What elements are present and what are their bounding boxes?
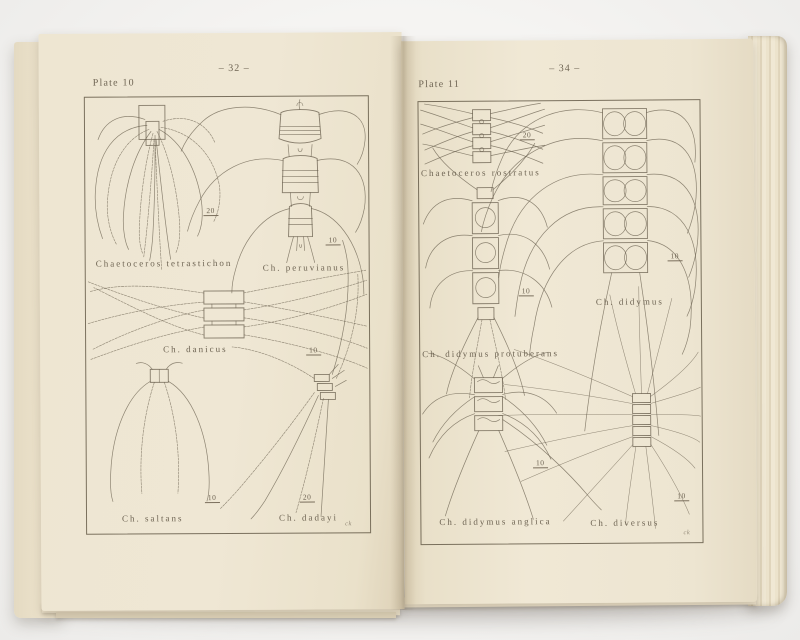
scale-bar-dadayi: 20 (300, 494, 315, 503)
artist-monogram-right: ck (683, 529, 691, 537)
illustration-ch-danicus (88, 270, 368, 369)
illustration-ch-didymus-anglica (422, 352, 601, 520)
plate-label-right: Plate 11 (418, 78, 461, 91)
right-page (401, 39, 757, 604)
figure-label-anglica: Ch. didymus anglica (439, 516, 552, 527)
scale-bar-protuberans: 10 (519, 287, 534, 296)
scale-bar-diversus: 10 (674, 492, 689, 501)
plate-frame-left (84, 95, 371, 534)
plate-11-illustrations (418, 100, 702, 544)
illustration-ch-diversus (498, 286, 702, 529)
figure-label-peruvianus: Ch. peruvianus (262, 262, 346, 273)
figure-label-rostratus: Chaetoceros rostratus (420, 167, 541, 179)
under-page-edge (56, 612, 396, 618)
artist-monogram-left: ck (345, 520, 352, 528)
plate-10-illustrations (85, 96, 370, 533)
scale-bar-didymus: 10 (668, 252, 683, 261)
figure-label-diversus: Ch. diversus (590, 517, 660, 528)
scale-bar-rostratus: 20 (520, 131, 535, 140)
scale-bar-peruvianus: 10 (326, 236, 341, 245)
figure-label-protuberans: Ch. didymus protuberans (422, 348, 560, 360)
figure-label-danicus: Ch. danicus (163, 343, 228, 355)
plate-frame-right (417, 99, 703, 545)
figure-label-tetrastichon: Chaetoceros tetrastichon (95, 257, 233, 269)
book-gutter (390, 36, 416, 610)
plate-label-left: Plate 10 (92, 77, 135, 89)
illustration-ch-didymus (481, 108, 700, 437)
illustration-ch-didymus-protuberans (420, 143, 553, 400)
page-number-left: – 32 – (218, 62, 250, 75)
scale-bar-danicus: 10 (306, 346, 321, 355)
figure-label-dadayi: Ch. dadayi (279, 512, 339, 523)
page-number-right: – 34 – (549, 62, 581, 75)
scale-bar-tetrastichon: 20 (203, 207, 218, 216)
illustration-ch-dadayi (219, 240, 360, 519)
scale-bar-saltans: 10 (205, 494, 220, 503)
scale-bar-anglica: 10 (533, 459, 548, 468)
illustration-chaetoceros-tetrastichon (95, 105, 221, 270)
left-page (38, 32, 404, 611)
figure-label-didymus: Ch. didymus (595, 296, 664, 307)
illustration-ch-saltans (110, 362, 210, 501)
figure-label-saltans: Ch. saltans (122, 513, 184, 524)
